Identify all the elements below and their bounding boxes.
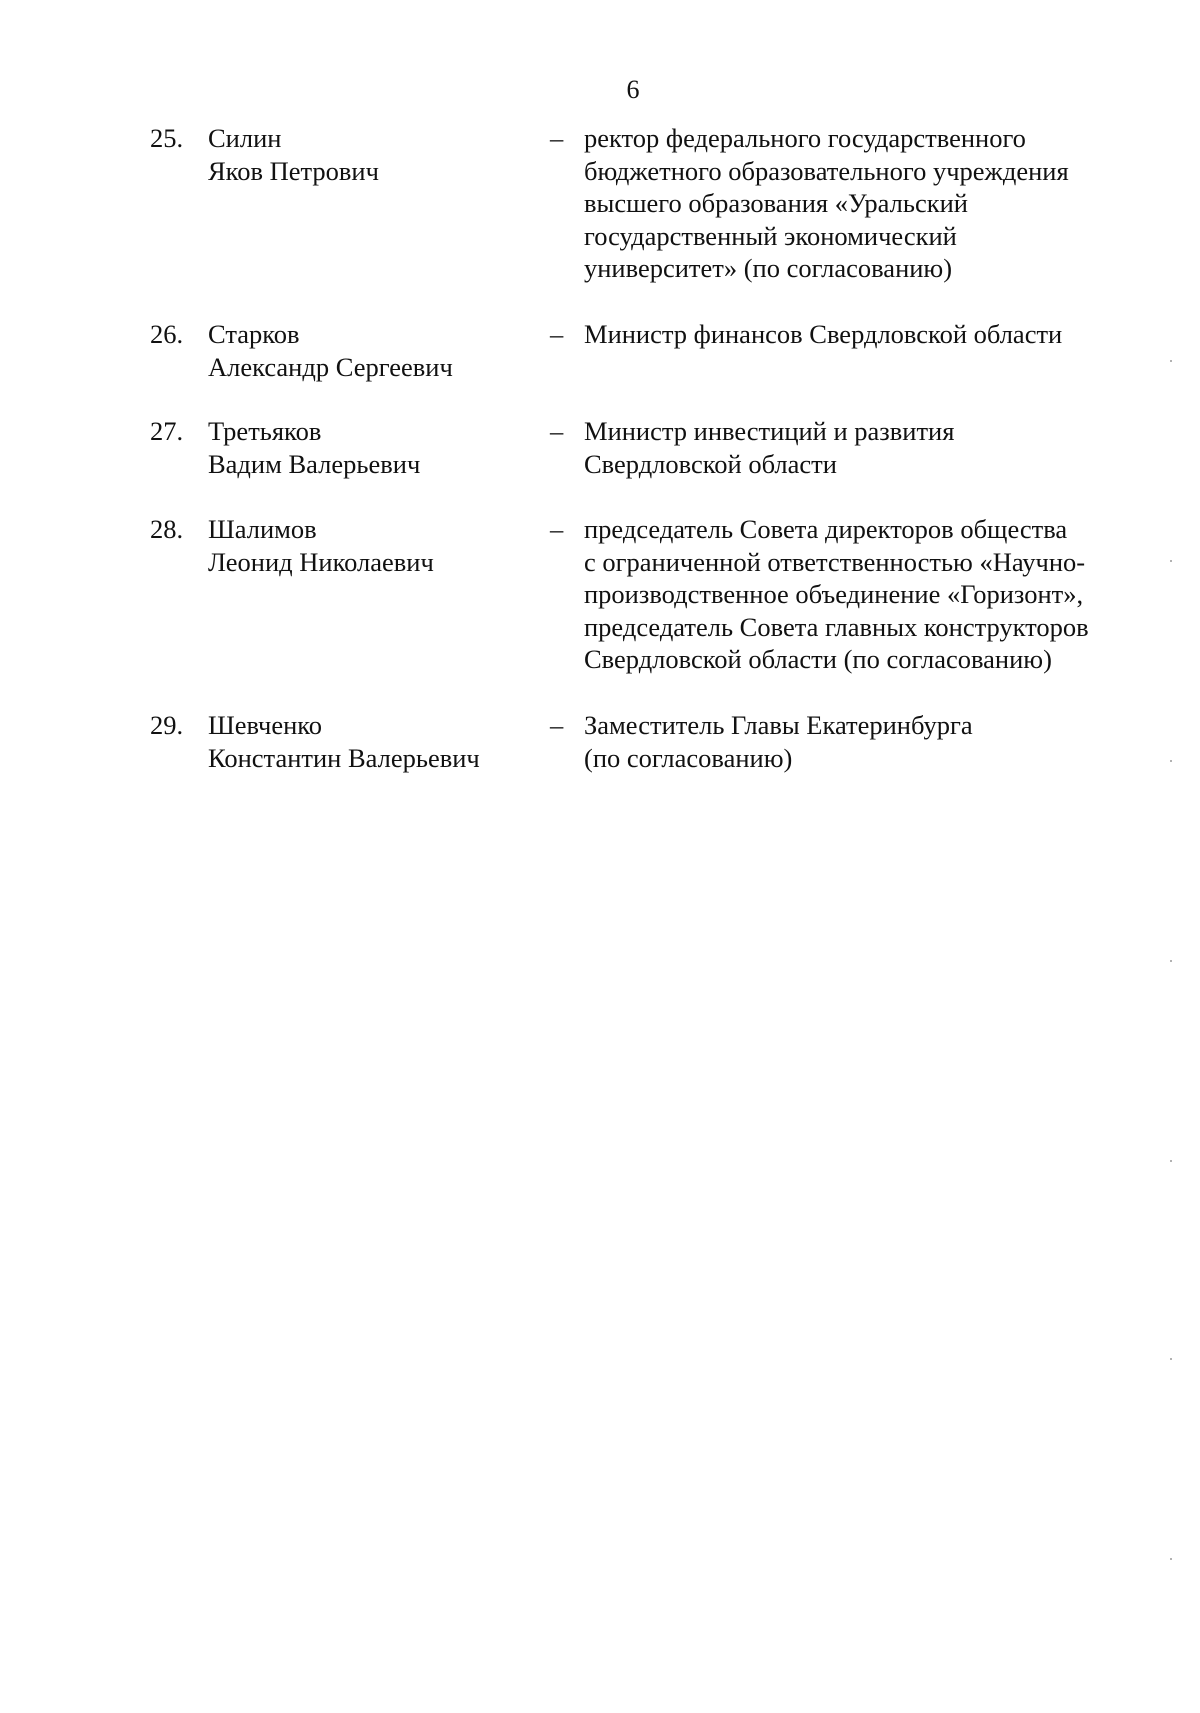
member-given-name: Леонид Николаевич — [208, 546, 434, 577]
member-name — [208, 415, 538, 480]
position-line: университет» (по согласованию) — [584, 253, 953, 283]
entry-dash: – — [550, 123, 564, 153]
member-name — [208, 513, 538, 578]
position-line: Свердловской области (по согласованию) — [584, 644, 1052, 674]
scan-mark — [1170, 1558, 1172, 1560]
member-position — [584, 415, 1144, 480]
position-line: высшего образования «Уральский — [584, 188, 968, 218]
entry-number: 26. — [150, 319, 184, 349]
position-line: (по согласованию) — [584, 742, 793, 773]
position-line: Министр финансов Свердловской области — [584, 319, 1063, 349]
position-line: председатель Совета главных конструкторов — [584, 611, 1089, 642]
position-line: с ограниченной ответственностью «Научно- — [584, 546, 1086, 577]
member-name — [208, 318, 538, 383]
position-line: бюджетного образовательного учреждения — [584, 155, 1069, 186]
entry-number: 29. — [150, 710, 184, 740]
member-position — [584, 318, 1144, 351]
member-given-name: Вадим Валерьевич — [208, 448, 421, 479]
member-surname: Третьяков — [208, 416, 322, 446]
scan-mark — [1170, 1160, 1172, 1162]
member-name — [208, 122, 538, 187]
entry-number: 28. — [150, 514, 184, 544]
member-given-name: Константин Валерьевич — [208, 742, 480, 773]
member-surname: Старков — [208, 319, 300, 349]
member-name — [208, 709, 538, 774]
member-given-name: Александр Сергеевич — [208, 351, 453, 382]
entry-dash: – — [550, 319, 564, 349]
position-line: ректор федерального государственного — [584, 123, 1026, 153]
position-line: государственный экономический — [584, 220, 957, 251]
member-given-name: Яков Петрович — [208, 155, 379, 186]
entry-dash: – — [550, 514, 564, 544]
position-line: производственное объединение «Горизонт», — [584, 579, 1084, 609]
entry-dash: – — [550, 710, 564, 740]
page-number: 6 — [626, 75, 640, 104]
member-surname: Шевченко — [208, 710, 323, 740]
member-position — [584, 513, 1144, 676]
position-line: Министр инвестиций и развития — [584, 416, 955, 446]
scan-mark — [1170, 1358, 1172, 1360]
position-line: председатель Совета директоров общества — [584, 514, 1068, 544]
member-position — [584, 709, 1144, 774]
scan-mark — [1170, 560, 1172, 562]
scan-mark — [1170, 760, 1172, 762]
scan-mark — [1170, 360, 1172, 362]
member-position — [584, 122, 1144, 285]
scan-mark — [1170, 960, 1172, 962]
position-line: Свердловской области — [584, 448, 837, 479]
entry-dash: – — [550, 416, 564, 446]
member-surname: Силин — [208, 123, 282, 153]
entry-number: 25. — [150, 123, 184, 153]
member-surname: Шалимов — [208, 514, 317, 544]
entry-number: 27. — [150, 416, 184, 446]
position-line: Заместитель Главы Екатеринбурга — [584, 710, 973, 740]
